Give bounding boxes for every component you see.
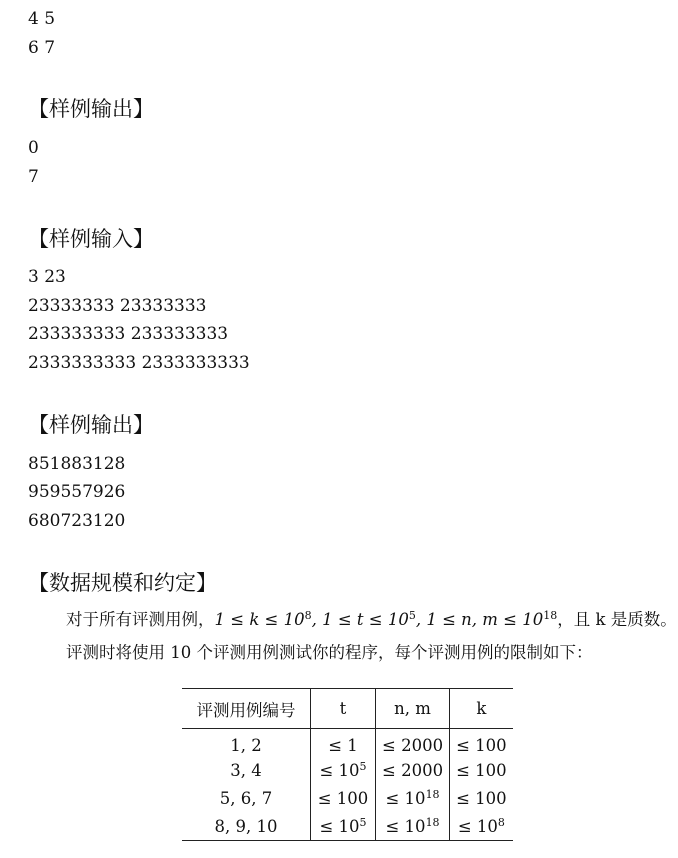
cell-k: ≤ 100	[450, 729, 513, 757]
constraints-suffix: ，且 k 是质数。	[557, 610, 677, 629]
constraints-heading: 【数据规模和约定】	[28, 571, 217, 595]
table-row	[182, 729, 513, 757]
cell-k: ≤ 100	[456, 789, 507, 808]
sample2-input-line: 23333333 23333333	[28, 296, 207, 316]
table-row	[182, 757, 513, 785]
cell-t: ≤ $10^5$	[311, 757, 376, 785]
cell-nm: ≤ 2000	[376, 757, 450, 785]
table-header-row	[182, 689, 513, 729]
sample2-output-line: 680723120	[28, 511, 126, 531]
constraints-prefix: 对于所有评测用例，	[66, 610, 215, 629]
header-case-id: 评测用例编号	[182, 689, 311, 729]
sample-output-heading: 【样例输出】	[28, 97, 154, 121]
constraints-test-description: 评测时将使用 10 个评测用例测试你的程序，每个评测用例的限制如下：	[66, 643, 593, 662]
sample1-input-line: 6 7	[28, 38, 56, 58]
sample2-input-line: 3 23	[28, 267, 66, 287]
test-case-limits-table	[182, 688, 513, 841]
sample2-output-line: 851883128	[28, 454, 126, 474]
header-k: k	[450, 689, 513, 729]
cell-nm: ≤ 2000	[376, 729, 450, 757]
table-row	[182, 813, 513, 841]
cell-t: ≤ 100	[311, 785, 376, 813]
cell-t: ≤ $10^5$	[311, 813, 376, 841]
cell-k: ≤ $10^8$	[450, 813, 513, 841]
header-nm: n, m	[376, 689, 450, 729]
table-row	[182, 785, 513, 813]
sample2-output-line: 959557926	[28, 482, 126, 502]
sample-output-heading: 【样例输出】	[28, 413, 154, 437]
constraint-nm: , 1 ≤ n, $m \le 10^{18}$	[415, 609, 558, 629]
sample1-output-line: 0	[28, 138, 39, 158]
cell-t: ≤ 1	[311, 729, 376, 757]
cell-case-ids: 5, 6, 7	[182, 785, 311, 813]
sample1-output-line: 7	[28, 167, 39, 187]
cell-nm: ≤ $10^{18}$	[376, 813, 450, 841]
cell-case-ids: 1, 2	[182, 729, 311, 757]
constraint-k: $1 \le k \le 10^8$	[214, 609, 312, 629]
sample2-input-line: 233333333 233333333	[28, 324, 229, 344]
header-t: t	[311, 689, 376, 729]
sample1-input-line: 4 5	[28, 9, 56, 29]
cell-case-ids: 3, 4	[182, 757, 311, 785]
sample-input-heading: 【样例输入】	[28, 227, 154, 251]
constraints-all-cases	[66, 610, 677, 630]
cell-nm: ≤ $10^{18}$	[376, 785, 450, 813]
cell-k: ≤ 100	[456, 761, 507, 780]
cell-case-ids: 8, 9, 10	[182, 813, 311, 841]
sample2-input-line: 2333333333 2333333333	[28, 353, 250, 373]
constraint-t: , $1 \le t \le 10^5$	[311, 609, 416, 629]
